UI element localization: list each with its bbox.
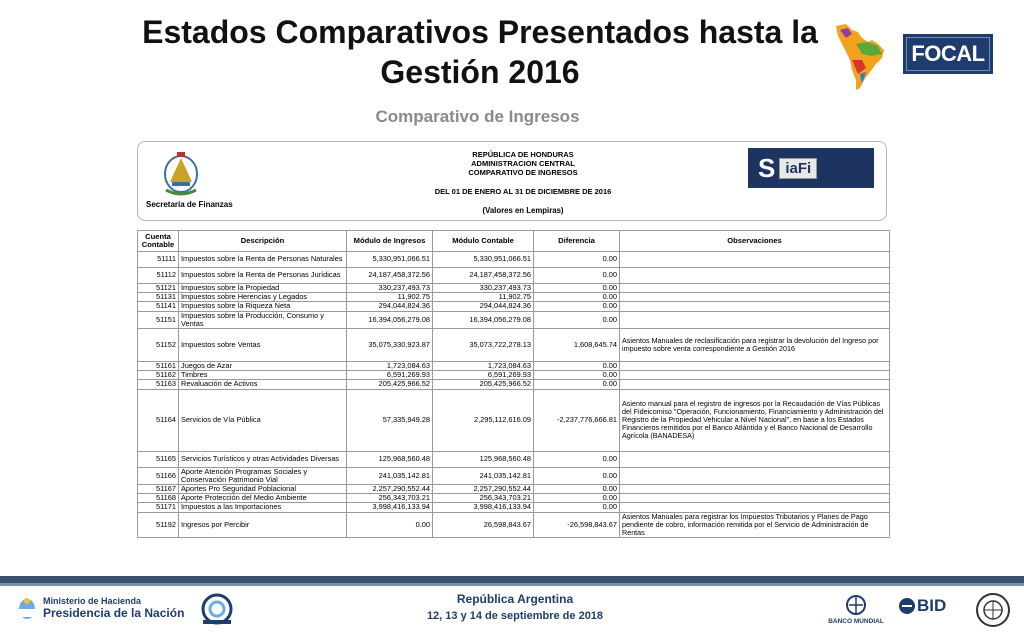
table-row — [138, 311, 890, 328]
cell-cuenta: 51171 — [138, 503, 179, 512]
cell-cuenta: 51165 — [138, 451, 179, 467]
table-row — [138, 329, 890, 362]
slide-subtitle: Comparativo de Ingresos — [375, 107, 580, 126]
cell-cuenta: 51166 — [138, 467, 179, 484]
cell-diferencia: 0.00 — [534, 302, 620, 311]
cell-cuenta: 51168 — [138, 494, 179, 503]
cell-descripcion: Aporte Protección del Medio Ambiente — [179, 494, 347, 503]
cell-modulo-contable: 35,073,722,278.13 — [433, 329, 534, 362]
cell-cuenta: 51131 — [138, 293, 179, 302]
col-header-modulo-ingresos: Módulo de Ingresos — [347, 231, 433, 252]
col-header-modulo-contable: Módulo Contable — [433, 231, 534, 252]
cell-observaciones: Asientos Manuales para registrar los Impuestos Tributarios y Planes de Pago pendiente de cobro, información remitida por el Servicio de Administración de Rentas — [620, 512, 890, 538]
world-bank-icon — [845, 594, 867, 616]
cell-modulo-contable: 11,902.75 — [433, 293, 534, 302]
report — [137, 141, 890, 571]
cell-observaciones — [620, 467, 890, 484]
cell-descripcion: Impuestos sobre la Riqueza Neta — [179, 302, 347, 311]
cell-modulo-ingresos: 35,075,330,923.87 — [347, 329, 433, 362]
cell-observaciones: Asientos Manuales de reclasificación para registrar la devolución del Ingreso por impuesto sobre venta correspondiente a Gestión 2016 — [620, 329, 890, 362]
table-row — [138, 293, 890, 302]
cell-modulo-contable: 6,591,269.93 — [433, 371, 534, 380]
cell-modulo-ingresos: 125,968,560.48 — [347, 451, 433, 467]
cell-modulo-ingresos: 1,723,084.63 — [347, 362, 433, 371]
ministry-line-2: Presidencia de la Nación — [43, 606, 185, 620]
cell-diferencia: 0.00 — [534, 503, 620, 512]
cell-descripcion: Impuestos sobre la Propiedad — [179, 284, 347, 293]
cell-descripcion: Impuestos sobre Herencias y Legados — [179, 293, 347, 302]
cell-cuenta: 51163 — [138, 380, 179, 389]
cell-observaciones — [620, 451, 890, 467]
cell-modulo-contable: 294,044,824.36 — [433, 302, 534, 311]
cell-descripcion: Servicios Turísticos y otras Actividades Diversas — [179, 451, 347, 467]
cell-cuenta: 51192 — [138, 512, 179, 538]
cell-diferencia: 0.00 — [534, 284, 620, 293]
siafi-box: iaFi — [779, 158, 817, 179]
argentina-shield-icon — [17, 596, 37, 620]
header-currency: (Valores en Lempiras) — [482, 206, 564, 215]
cell-observaciones — [620, 302, 890, 311]
header-country: REPÚBLICA DE HONDURAS — [472, 150, 574, 159]
cell-descripcion: Revaluación de Activos — [179, 380, 347, 389]
world-bank-label: BANCO MUNDIAL — [828, 618, 884, 625]
wheel-emblem-icon — [200, 592, 234, 626]
cell-diferencia: 1,608,645.74 — [534, 329, 620, 362]
cell-diferencia: 0.00 — [534, 293, 620, 302]
col-header-diferencia: Diferencia — [534, 231, 620, 252]
bid-logo — [897, 596, 946, 616]
cell-descripcion: Ingresos por Percibir — [179, 512, 347, 538]
focal-logo: FOCAL — [903, 34, 993, 74]
ministry-line-1: Ministerio de Hacienda — [43, 596, 142, 606]
cell-observaciones: Asiento manual para el registro de ingresos por la Recaudación de Vías Públicas del Fideicomiso "Operación, Funcionamiento, Financiamiento y Administración del Registro de la Propiedad Vehicular a Nivel Nacional", en base a los Estados Financieros remitidos por el Banco Atlántida y el Banco Nacional de Desarrollo Agrícola (BANADESA) — [620, 389, 890, 451]
cell-cuenta: 51141 — [138, 302, 179, 311]
col-header-observaciones: Observaciones — [620, 231, 890, 252]
cell-modulo-contable: 5,330,951,066.51 — [433, 252, 534, 268]
col-header-descripcion: Descripción — [179, 231, 347, 252]
title-line-1: Estados Comparativos Presentados hasta la — [142, 14, 818, 50]
cell-modulo-contable: 2,257,290,552.44 — [433, 485, 534, 494]
table-row — [138, 268, 890, 284]
table-row — [138, 494, 890, 503]
cell-modulo-contable: 26,598,843.67 — [433, 512, 534, 538]
cell-modulo-contable: 1,723,084.63 — [433, 362, 534, 371]
cell-descripcion: Impuestos a las Importaciones — [179, 503, 347, 512]
cell-cuenta: 51161 — [138, 362, 179, 371]
footer-country: República Argentina — [456, 592, 574, 606]
cell-cuenta: 51164 — [138, 389, 179, 451]
footer — [0, 586, 1024, 640]
table-row — [138, 503, 890, 512]
cell-modulo-ingresos: 57,335,949.28 — [347, 389, 433, 451]
cell-diferencia: 0.00 — [534, 252, 620, 268]
ministry-label: Secretaría de Finanzas — [146, 200, 233, 209]
table-row — [138, 252, 890, 268]
cell-observaciones — [620, 252, 890, 268]
cell-modulo-ingresos: 6,591,269.93 — [347, 371, 433, 380]
siafi-letter: S — [758, 152, 776, 183]
latin-america-map-icon — [832, 20, 890, 92]
cell-cuenta: 51167 — [138, 485, 179, 494]
cell-diferencia: 0.00 — [534, 467, 620, 484]
cell-descripcion: Aportes Pro Seguridad Poblacional — [179, 485, 347, 494]
cell-descripcion: Impuestos sobre la Renta de Personas Jurídicas — [179, 268, 347, 284]
cell-diferencia: 0.00 — [534, 268, 620, 284]
cell-observaciones — [620, 503, 890, 512]
table-row — [138, 284, 890, 293]
cell-cuenta: 51111 — [138, 252, 179, 268]
cell-modulo-contable: 205,425,966.52 — [433, 380, 534, 389]
cell-modulo-ingresos: 330,237,493.73 — [347, 284, 433, 293]
cell-modulo-contable: 256,343,703.21 — [433, 494, 534, 503]
slide-title — [60, 12, 900, 92]
cell-diferencia: 0.00 — [534, 371, 620, 380]
ministerio-hacienda-logo — [17, 596, 184, 620]
cell-diferencia: 0.00 — [534, 311, 620, 328]
cell-modulo-ingresos: 256,343,703.21 — [347, 494, 433, 503]
cell-modulo-contable: 3,998,416,133.94 — [433, 503, 534, 512]
table-row — [138, 389, 890, 451]
cell-diferencia: 0.00 — [534, 362, 620, 371]
footer-event-info — [395, 592, 635, 622]
table-row — [138, 371, 890, 380]
cell-descripcion: Timbres — [179, 371, 347, 380]
cell-descripcion: Impuestos sobre Ventas — [179, 329, 347, 362]
bid-label: BID — [917, 596, 947, 615]
cell-diferencia: 0.00 — [534, 380, 620, 389]
cell-modulo-ingresos: 294,044,824.36 — [347, 302, 433, 311]
world-bank-logo — [826, 594, 886, 625]
cell-diferencia: -2,237,776,666.81 — [534, 389, 620, 451]
cell-observaciones — [620, 485, 890, 494]
title-line-2: Gestión 2016 — [380, 54, 580, 90]
table-row — [138, 380, 890, 389]
cell-diferencia: 0.00 — [534, 451, 620, 467]
cell-descripcion: Impuestos sobre la Producción, Consumo y Ventas — [179, 311, 347, 328]
cell-modulo-ingresos: 2,257,290,552.44 — [347, 485, 433, 494]
table-row — [138, 512, 890, 538]
cell-modulo-contable: 16,394,056,279.08 — [433, 311, 534, 328]
table-row — [138, 302, 890, 311]
cell-descripcion: Impuestos sobre la Renta de Personas Naturales — [179, 252, 347, 268]
imf-seal-icon — [975, 592, 1011, 628]
cell-observaciones — [620, 494, 890, 503]
cell-observaciones — [620, 311, 890, 328]
cell-observaciones — [620, 268, 890, 284]
cell-descripcion: Aporte Atención Programas Sociales y Conservación Patrimonio Vial — [179, 467, 347, 484]
table-header-row — [138, 231, 890, 252]
header-period: DEL 01 DE ENERO AL 31 DE DICIEMBRE DE 2016 — [434, 187, 612, 196]
siafi-logo — [748, 148, 874, 188]
comparison-table — [137, 230, 890, 538]
cell-observaciones — [620, 284, 890, 293]
footer-dates: 12, 13 y 14 de septiembre de 2018 — [426, 610, 604, 622]
table-row — [138, 451, 890, 467]
header-report-name: COMPARATIVO DE INGRESOS — [468, 168, 578, 177]
table-row — [138, 467, 890, 484]
cell-descripcion: Servicios de Vía Pública — [179, 389, 347, 451]
cell-observaciones — [620, 362, 890, 371]
col-header-cuenta: Cuenta Contable — [138, 231, 179, 252]
cell-modulo-contable: 330,237,493.73 — [433, 284, 534, 293]
table-row — [138, 485, 890, 494]
report-header — [137, 141, 887, 221]
cell-cuenta: 51112 — [138, 268, 179, 284]
cell-modulo-ingresos: 16,394,056,279.08 — [347, 311, 433, 328]
cell-diferencia: 0.00 — [534, 494, 620, 503]
table-row — [138, 362, 890, 371]
cell-modulo-ingresos: 3,998,416,133.94 — [347, 503, 433, 512]
cell-observaciones — [620, 371, 890, 380]
bid-icon — [897, 596, 917, 616]
cell-observaciones — [620, 380, 890, 389]
cell-modulo-contable: 125,968,560.48 — [433, 451, 534, 467]
cell-modulo-ingresos: 11,902.75 — [347, 293, 433, 302]
cell-descripcion: Juegos de Azar — [179, 362, 347, 371]
cell-observaciones — [620, 293, 890, 302]
header-admin: ADMINISTRACION CENTRAL — [471, 159, 575, 168]
cell-cuenta: 51162 — [138, 371, 179, 380]
cell-modulo-contable: 24,187,458,372.56 — [433, 268, 534, 284]
cell-cuenta: 51151 — [138, 311, 179, 328]
cell-cuenta: 51121 — [138, 284, 179, 293]
cell-modulo-ingresos: 241,035,142.81 — [347, 467, 433, 484]
cell-cuenta: 51152 — [138, 329, 179, 362]
cell-diferencia: -26,598,843.67 — [534, 512, 620, 538]
cell-modulo-ingresos: 205,425,966.52 — [347, 380, 433, 389]
cell-modulo-contable: 241,035,142.81 — [433, 467, 534, 484]
cell-modulo-ingresos: 24,187,458,372.56 — [347, 268, 433, 284]
cell-modulo-ingresos: 5,330,951,066.51 — [347, 252, 433, 268]
honduras-seal-icon — [160, 150, 202, 196]
cell-modulo-contable: 2,295,112,616.09 — [433, 389, 534, 451]
cell-diferencia: 0.00 — [534, 485, 620, 494]
cell-modulo-ingresos: 0.00 — [347, 512, 433, 538]
